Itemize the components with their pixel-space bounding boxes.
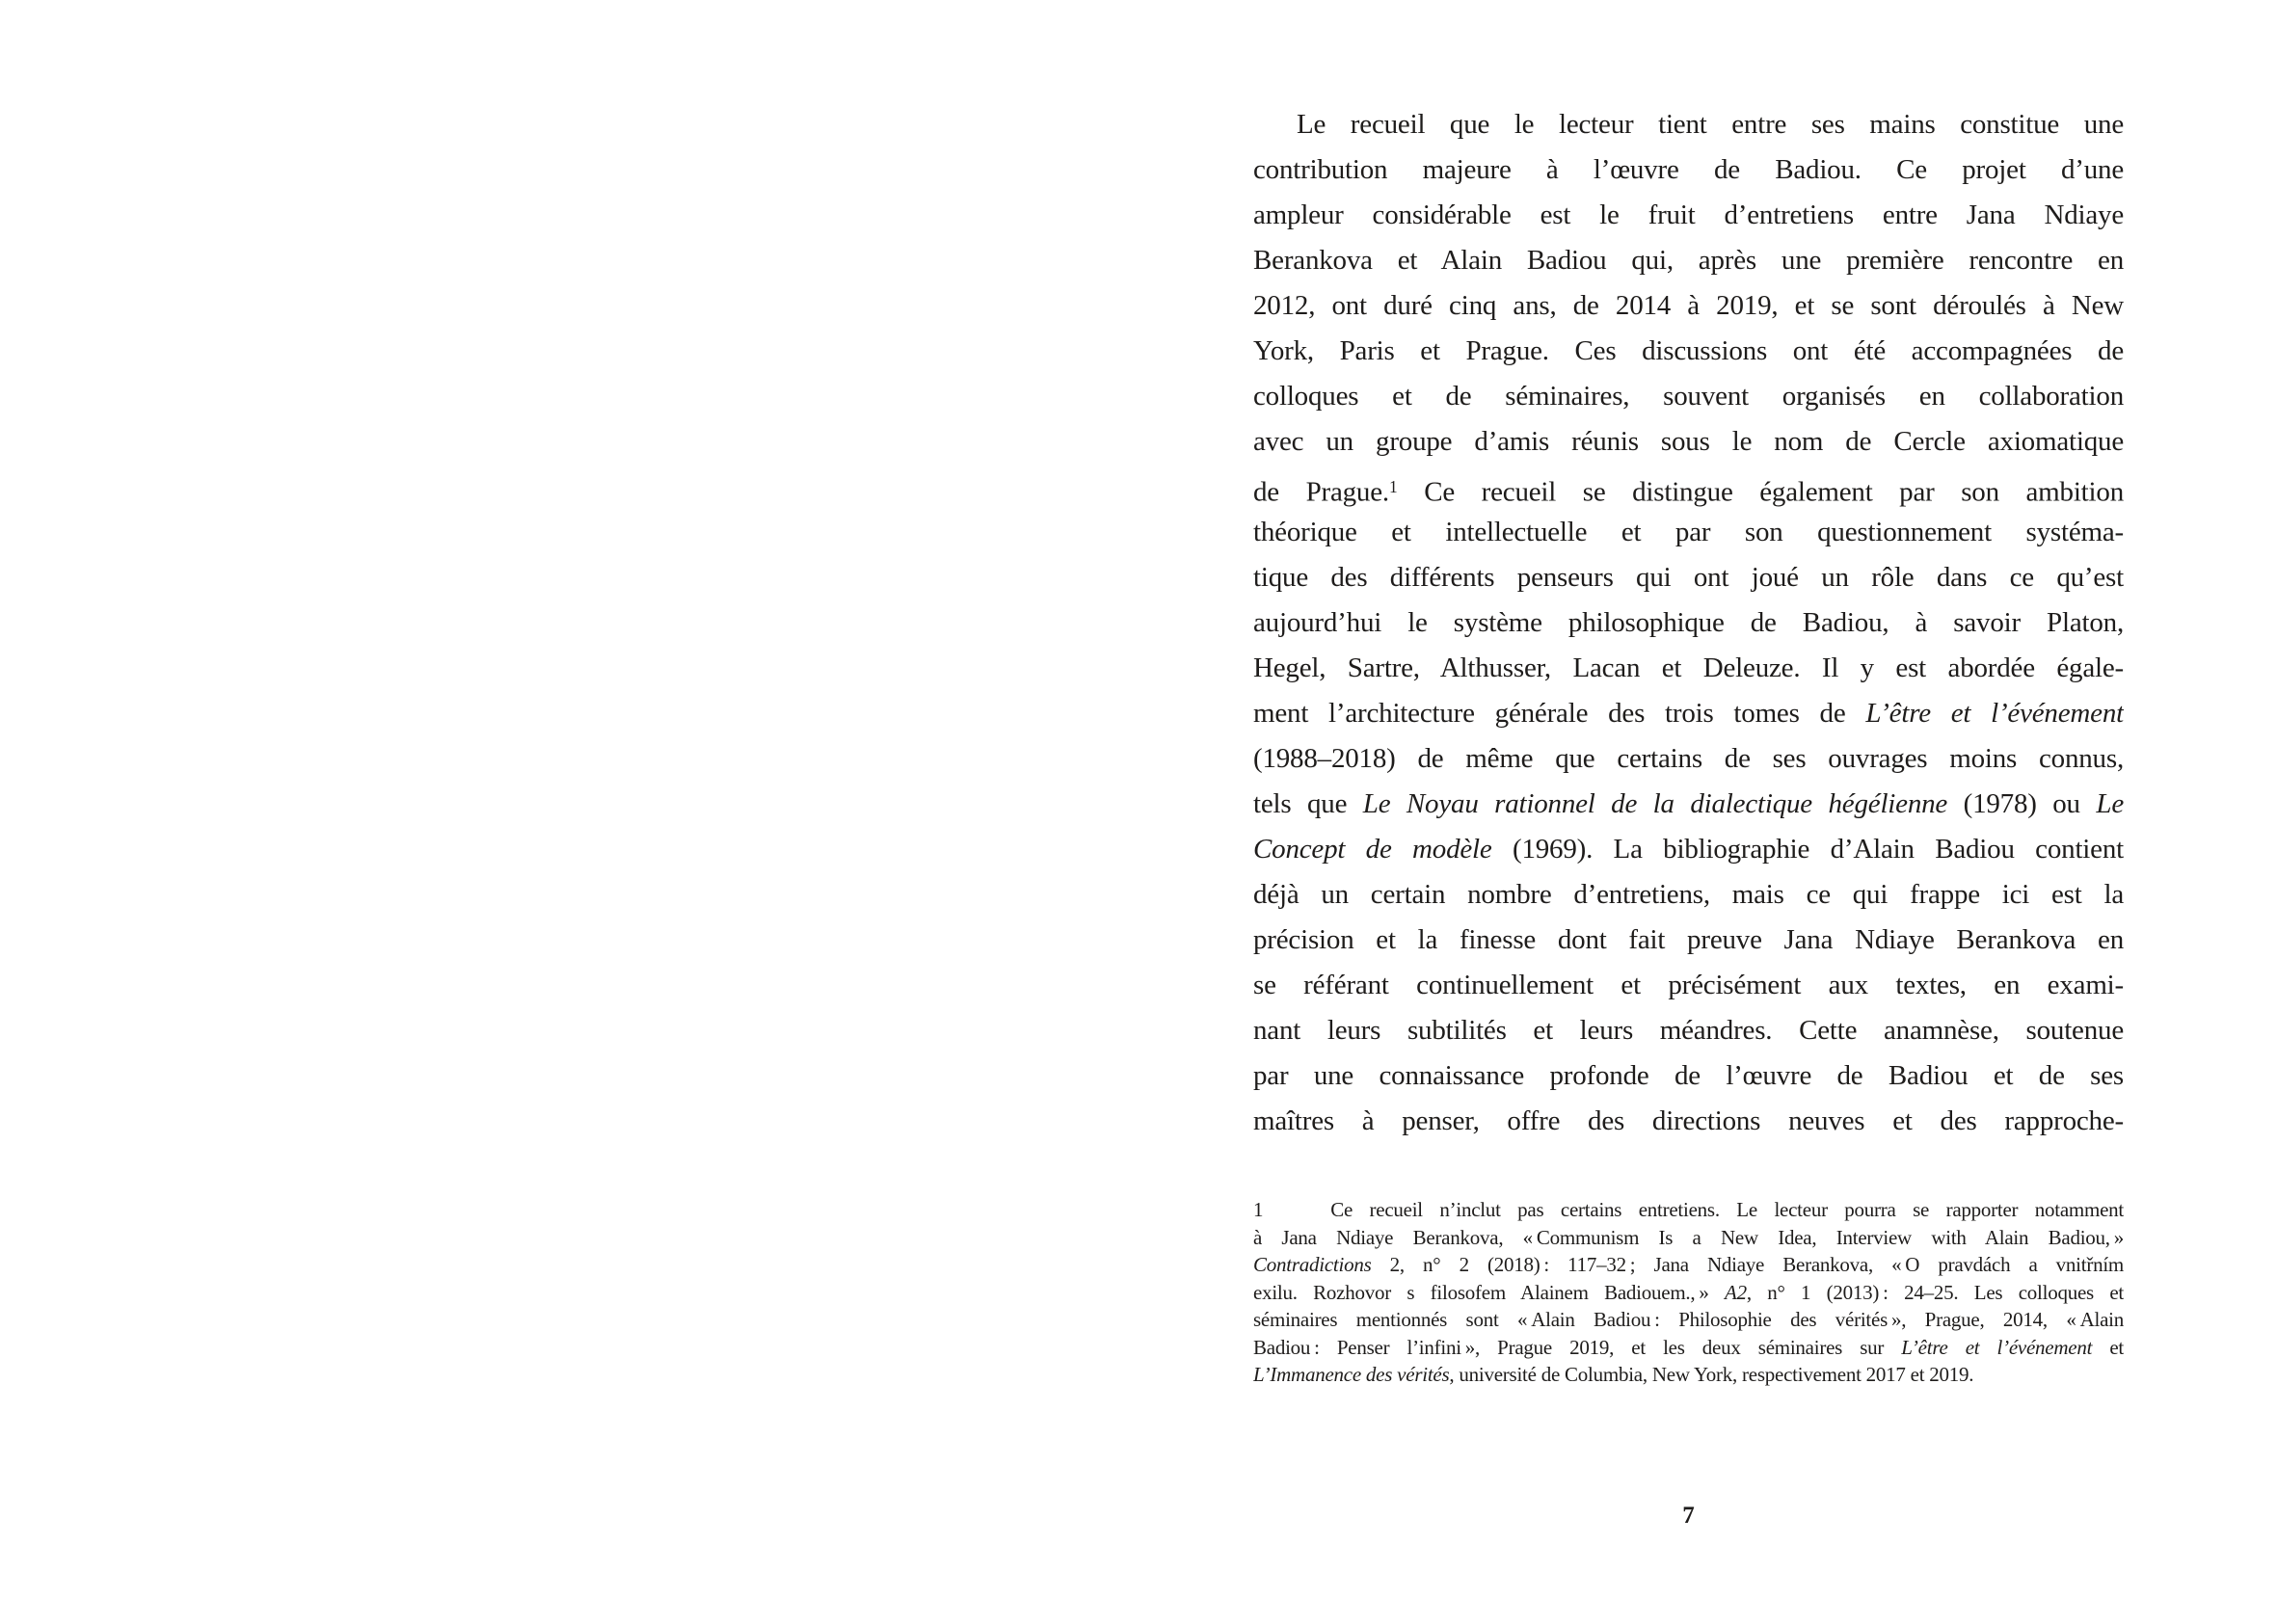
text-line: déjà un certain nombre d’entretiens, mais ce qui frappe ici est la [1253,879,2124,910]
text-line: précision et la finesse dont fait preuve Jana Ndiaye Berankova en [1253,924,2124,955]
text-line: York, Paris et Prague. Ces discussions ont été accompagnées de [1253,335,2124,366]
text-line: contribution majeure à l’œuvre de Badiou. Ce projet d’une [1253,154,2124,185]
page-number: 7 [1682,1503,1695,1529]
text-line: nant leurs subtilités et leurs méandres. Cette anamnèse, soutenue [1253,1015,2124,1046]
text-line: Contradictions 2, n° 2 (2018) : 117–32 ; Jana Ndiaye Berankova, « O pravdách a vnitřním [1253,1253,2124,1276]
text-line: Berankova et Alain Badiou qui, après une première rencontre en [1253,245,2124,276]
text-line: à Jana Ndiaye Berankova, « Communism Is a New Idea, Interview with Alain Badiou, » [1253,1225,2124,1249]
text-line: ampleur considérable est le fruit d’entretiens entre Jana Ndiaye [1253,200,2124,230]
text-line: Le recueil que le lecteur tient entre ses mains constitue une [1297,109,2124,140]
text-line: par une connaissance profonde de l’œuvre de Badiou et de ses [1253,1060,2124,1091]
text-line: Hegel, Sartre, Althusser, Lacan et Deleuze. Il y est abordée égale- [1253,652,2124,683]
text-line: de Prague.$^1$ Ce recueil se distingue également par son ambition [1253,476,2124,508]
footnote [1253,1196,2124,1389]
text-line: se référant continuellement et précisément aux textes, en exami- [1253,970,2124,1000]
text-line: tique des différents penseurs qui ont joué un rôle dans ce qu’est [1253,562,2124,593]
text-line: théorique et intellectuelle et par son questionnement systéma- [1253,517,2124,547]
body-paragraph [1253,102,2124,1144]
text-line: Badiou : Penser l’infini », Prague 2019, et les deux séminaires sur L’être et l’événement et [1253,1335,2124,1359]
text-line: exilu. Rozhovor s filosofem Alainem Badiouem., » A2, n° 1 (2013) : 24–25. Les colloques et [1253,1280,2124,1304]
text-line: (1988–2018) de même que certains de ses ouvrages moins connus, [1253,743,2124,774]
text-line: Concept de modèle (1969). La bibliographie d’Alain Badiou contient [1253,834,2124,865]
text-line: ment l’architecture générale des trois tomes de L’être et l’événement [1253,698,2124,729]
footnote-reference: 1 [1388,477,1398,496]
text-line: tels que Le Noyau rationnel de la dialectique hégélienne (1978) ou Le [1253,788,2124,819]
text-line: séminaires mentionnés sont « Alain Badiou : Philosophie des vérités », Prague, 2014, « Alain [1253,1308,2124,1331]
text-line: 1 Ce recueil n’inclut pas certains entretiens. Le lecteur pourra se rapporter notamment [1253,1198,2124,1221]
text-line: L’Immanence des vérités, université de Columbia, New York, respectivement 2017 et 2019. [1253,1363,1974,1386]
text-line: avec un groupe d’amis réunis sous le nom de Cercle axiomatique [1253,426,2124,457]
text-line: 2012, ont duré cinq ans, de 2014 à 2019, et se sont déroulés à New [1253,290,2124,321]
text-line: aujourd’hui le système philosophique de Badiou, à savoir Platon, [1253,607,2124,638]
text-line: maîtres à penser, offre des directions neuves et des rapproche- [1253,1105,2124,1136]
text-line: colloques et de séminaires, souvent organisés en collaboration [1253,381,2124,412]
